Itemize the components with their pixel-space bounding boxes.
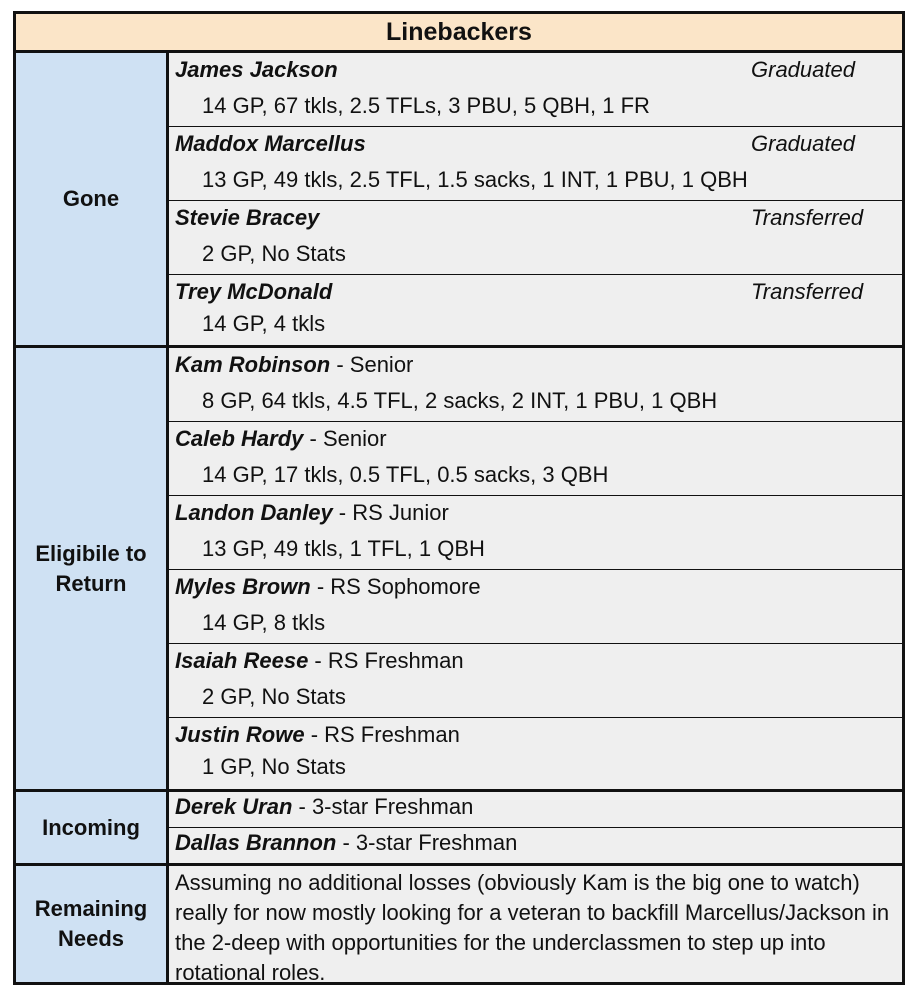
category-incoming — [16, 792, 169, 863]
player-class: - 3-star Freshman — [292, 794, 474, 819]
player-row — [169, 718, 902, 789]
table-title: Linebackers — [16, 14, 902, 53]
player-row — [169, 422, 902, 496]
player-name: Dallas Brannon — [175, 830, 337, 855]
player-name: Stevie Bracey — [175, 205, 320, 230]
player-stats: 14 GP, 4 tkls — [202, 311, 326, 336]
player-stats: 2 GP, No Stats — [202, 684, 346, 709]
player-row — [169, 127, 902, 201]
player-class: - 3-star Freshman — [336, 830, 518, 855]
player-row — [169, 828, 902, 863]
player-stats: 13 GP, 49 tkls, 1 TFL, 1 QBH — [202, 536, 485, 561]
player-name: Trey McDonald — [175, 279, 333, 304]
category-label: Incoming — [42, 814, 140, 840]
player-status: Transferred — [751, 279, 864, 304]
player-row — [169, 53, 902, 127]
incoming-rows — [169, 792, 902, 863]
player-name: Myles Brown — [175, 574, 311, 599]
player-status: Transferred — [751, 205, 864, 230]
player-stats: 13 GP, 49 tkls, 2.5 TFL, 1.5 sacks, 1 INT, 1 PBU, 1 QBH — [202, 167, 748, 192]
player-class: - RS Junior — [332, 500, 449, 525]
player-row — [169, 275, 902, 345]
player-class: - Senior — [330, 352, 414, 377]
player-name: Landon Danley — [175, 500, 333, 525]
player-stats: 1 GP, No Stats — [202, 754, 346, 779]
category-label: Remaining Needs — [34, 896, 148, 951]
player-name: Caleb Hardy — [175, 426, 304, 451]
player-name: Maddox Marcellus — [175, 131, 366, 156]
player-row — [169, 644, 902, 718]
player-row — [169, 201, 902, 275]
remaining-needs-text: Assuming no additional losses (obviously Kam is the big one to watch) really for now mostly looking for a veteran to backfill Marcellus/Jackson in the 2-deep with opportunities for the underclassmen to step up into rotational roles. — [175, 870, 890, 985]
player-row — [169, 792, 902, 828]
category-remaining-needs — [16, 866, 169, 982]
player-stats: 8 GP, 64 tkls, 4.5 TFL, 2 sacks, 2 INT, 1 PBU, 1 QBH — [202, 388, 718, 413]
category-gone — [16, 53, 169, 345]
player-name: Kam Robinson — [175, 352, 331, 377]
player-stats: 14 GP, 67 tkls, 2.5 TFLs, 3 PBU, 5 QBH, 1 FR — [202, 93, 650, 118]
player-status: Graduated — [751, 57, 855, 82]
player-class: - RS Sophomore — [310, 574, 481, 599]
player-name: Justin Rowe — [175, 722, 305, 747]
player-stats: 2 GP, No Stats — [202, 241, 346, 266]
player-name: Isaiah Reese — [175, 648, 309, 673]
gone-rows — [169, 53, 902, 345]
player-name: James Jackson — [175, 57, 338, 82]
player-stats: 14 GP, 17 tkls, 0.5 TFL, 0.5 sacks, 3 QBH — [202, 462, 609, 487]
linebackers-table — [13, 11, 905, 985]
category-label: Gone — [62, 186, 120, 211]
player-row — [169, 348, 902, 422]
player-class: - RS Freshman — [304, 722, 460, 747]
player-class: - RS Freshman — [308, 648, 464, 673]
needs-rows — [169, 866, 902, 985]
player-row — [169, 496, 902, 570]
category-eligible — [16, 348, 169, 789]
player-name: Derek Uran — [175, 794, 293, 819]
player-class: - Senior — [303, 426, 387, 451]
category-label: Eligibile to Return — [35, 540, 147, 596]
player-status: Graduated — [751, 131, 855, 156]
player-row — [169, 570, 902, 644]
player-stats: 14 GP, 8 tkls — [202, 610, 326, 635]
eligible-rows — [169, 348, 902, 789]
